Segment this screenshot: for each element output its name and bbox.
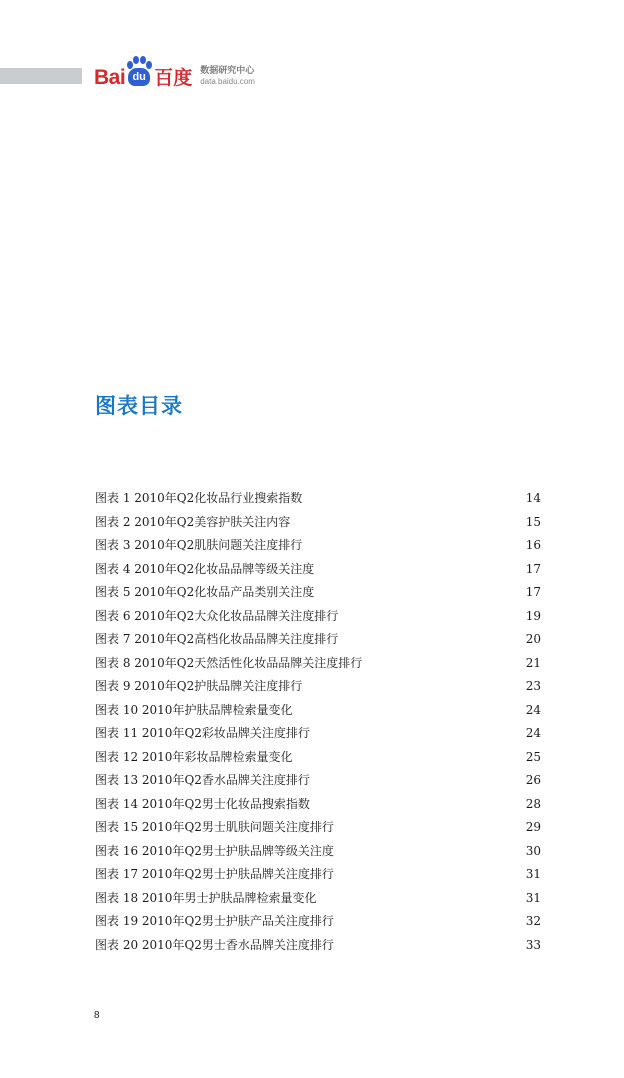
toc-entry-label: 图表 20 2010年Q2男士香水品牌关注度排行 (95, 937, 334, 952)
toc-entry-label: 图表 3 2010年Q2肌肤问题关注度排行 (95, 538, 303, 552)
toc-entry[interactable] (95, 840, 541, 864)
baidu-logo (94, 52, 255, 88)
toc-entry[interactable] (95, 511, 541, 535)
toc-entry-label: 图表 1 2010年Q2化妆品行业搜索指数 (95, 491, 303, 505)
toc-entry[interactable] (95, 816, 541, 840)
logo-subtitle-cn: 数据研究中心 (200, 66, 255, 76)
toc-entry[interactable] (95, 581, 541, 605)
toc-entry[interactable] (95, 558, 541, 582)
toc-entry[interactable] (95, 863, 541, 887)
toc-title: 图表目录 (95, 394, 183, 418)
toc-entry[interactable] (95, 605, 541, 629)
toc-entry[interactable] (95, 487, 541, 511)
toc-entry-page: 23 (525, 679, 541, 693)
toc-entry-page: 15 (525, 514, 541, 529)
toc-entry-label: 图表 17 2010年Q2男士护肤品牌关注度排行 (95, 867, 334, 881)
toc-entry[interactable] (95, 746, 541, 770)
logo-wordmark: Bai (94, 66, 126, 89)
toc-entry-label: 图表 13 2010年Q2香水品牌关注度排行 (95, 773, 310, 787)
toc-entry-page: 29 (525, 820, 541, 834)
toc-entry-page: 19 (525, 608, 541, 623)
page-number: 8 (94, 1010, 100, 1021)
toc-entry-label: 图表 7 2010年Q2高档化妆品品牌关注度排行 (95, 632, 339, 646)
paw-icon (126, 56, 152, 88)
toc-entry-label: 图表 18 2010年男士护肤品牌检索量变化 (95, 890, 317, 905)
toc-entry-label: 图表 14 2010年Q2男士化妆品搜索指数 (95, 796, 310, 811)
toc-entry[interactable] (95, 887, 541, 911)
toc-entry[interactable] (95, 628, 541, 652)
toc-entry[interactable] (95, 910, 541, 934)
toc-entry-page: 20 (525, 632, 541, 646)
logo-subtitle-en: data.baidu.com (200, 77, 255, 86)
toc-entry-label: 图表 15 2010年Q2男士肌肤问题关注度排行 (95, 820, 334, 834)
toc-entry-page: 21 (525, 655, 541, 670)
toc-entry[interactable] (95, 699, 541, 723)
toc-entry-label: 图表 12 2010年彩妆品牌检索量变化 (95, 749, 293, 764)
toc-entry-page: 25 (525, 749, 541, 764)
toc-entry[interactable] (95, 793, 541, 817)
toc-entry-label: 图表 9 2010年Q2护肤品牌关注度排行 (95, 679, 303, 693)
toc-entry[interactable] (95, 934, 541, 958)
toc-entry-page: 24 (525, 702, 541, 717)
logo-chinese: 百度 (154, 67, 193, 89)
toc-entry-page: 31 (525, 890, 541, 905)
toc-entry-label: 图表 10 2010年护肤品牌检索量变化 (95, 702, 293, 717)
toc-entry-page: 24 (525, 726, 541, 740)
toc-entry-label: 图表 6 2010年Q2大众化妆品品牌关注度排行 (95, 608, 339, 623)
toc-entry-label: 图表 2 2010年Q2美容护肤关注内容 (95, 514, 291, 529)
toc-entry-label: 图表 16 2010年Q2男士护肤品牌等级关注度 (95, 843, 334, 858)
toc-entry[interactable] (95, 534, 541, 558)
toc-entry[interactable] (95, 769, 541, 793)
toc-entry-page: 14 (525, 491, 541, 505)
toc-entry-label: 图表 8 2010年Q2天然活性化妆品品牌关注度排行 (95, 655, 363, 670)
toc-entry[interactable] (95, 722, 541, 746)
toc-entry-page: 32 (525, 914, 541, 928)
toc-entry-page: 28 (525, 796, 541, 811)
toc-list (95, 487, 541, 957)
toc-entry-page: 33 (525, 937, 541, 952)
toc-entry-page: 17 (525, 585, 541, 599)
toc-entry-label: 图表 11 2010年Q2彩妆品牌关注度排行 (95, 726, 310, 740)
toc-entry[interactable] (95, 652, 541, 676)
toc-entry[interactable] (95, 675, 541, 699)
toc-entry-page: 30 (525, 843, 541, 858)
toc-entry-page: 17 (525, 561, 541, 576)
header-decor-bar (0, 68, 82, 84)
toc-entry-label: 图表 19 2010年Q2男士护肤产品关注度排行 (95, 914, 334, 928)
toc-entry-label: 图表 5 2010年Q2化妆品产品类别关注度 (95, 585, 315, 599)
toc-entry-label: 图表 4 2010年Q2化妆品品牌等级关注度 (95, 561, 315, 576)
toc-entry-page: 26 (525, 773, 541, 787)
logo-subtitle (200, 66, 255, 88)
logo-paw-text: du (128, 68, 150, 86)
toc-entry-page: 31 (525, 867, 541, 881)
toc-entry-page: 16 (525, 538, 541, 552)
